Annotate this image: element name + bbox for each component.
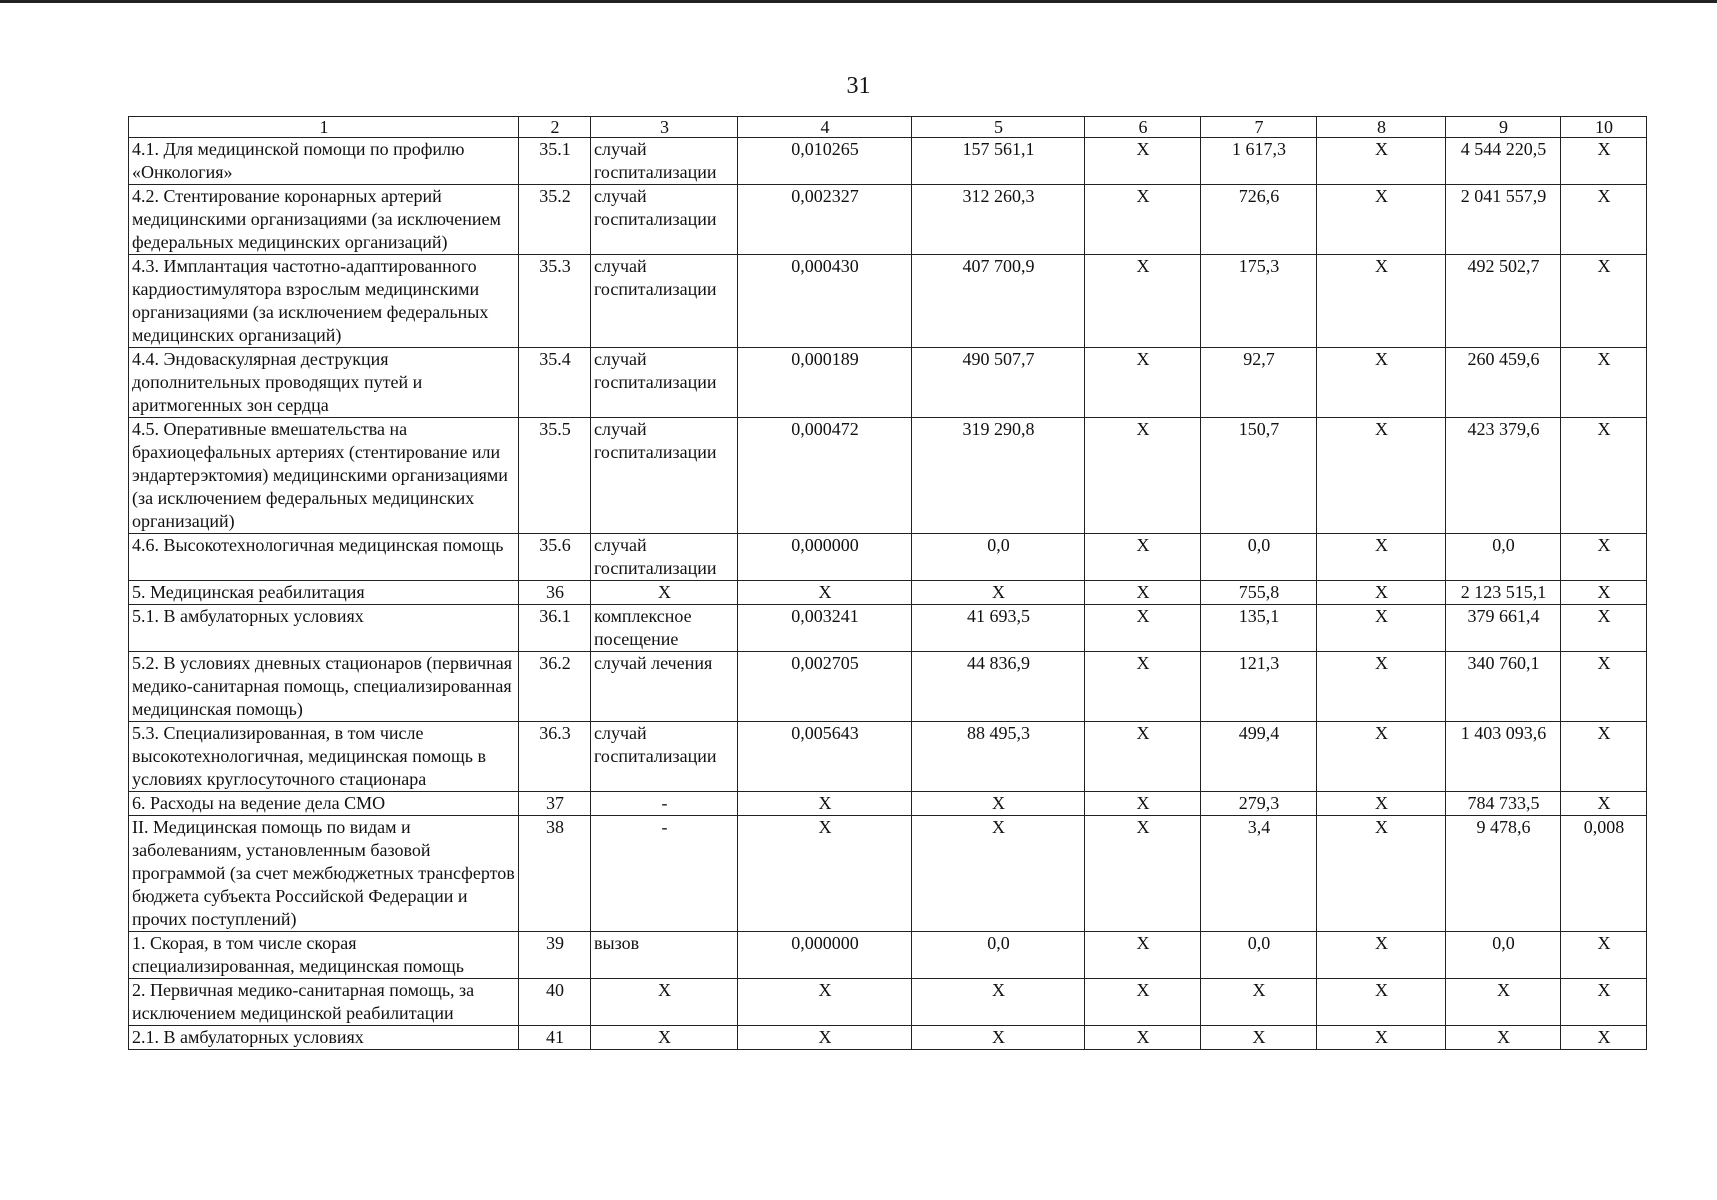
col6-cell: Х [1085,932,1201,979]
column-header: 3 [591,117,738,138]
col9-cell: 1 403 093,6 [1446,722,1561,792]
cost-cell: 312 260,3 [912,185,1085,255]
unit-cell: Х [591,1026,738,1050]
col7-cell: Х [1201,979,1317,1026]
rate-cell: 0,002327 [738,185,912,255]
column-header: 6 [1085,117,1201,138]
cost-cell: 88 495,3 [912,722,1085,792]
unit-cell: - [591,816,738,932]
row-code: 39 [519,932,591,979]
col7-cell: 3,4 [1201,816,1317,932]
table-row [129,418,1647,534]
col10-cell: Х [1561,138,1647,185]
cost-cell: 41 693,5 [912,605,1085,652]
table-row [129,792,1647,816]
col9-cell: 2 041 557,9 [1446,185,1561,255]
rate-cell: 0,005643 [738,722,912,792]
col8-cell: Х [1317,979,1446,1026]
col8-cell: Х [1317,185,1446,255]
col6-cell: Х [1085,138,1201,185]
col6-cell: Х [1085,185,1201,255]
cost-cell: 319 290,8 [912,418,1085,534]
rate-cell: Х [738,979,912,1026]
row-code: 35.3 [519,255,591,348]
col9-cell: Х [1446,979,1561,1026]
col9-cell: 340 760,1 [1446,652,1561,722]
rate-cell: 0,003241 [738,605,912,652]
col7-cell: 150,7 [1201,418,1317,534]
col6-cell: Х [1085,979,1201,1026]
table-header-row [129,117,1647,138]
row-label: 4.4. Эндоваскулярная деструкция дополнительных проводящих путей и аритмогенных зон сердца [129,348,519,418]
cost-cell: 157 561,1 [912,138,1085,185]
col7-cell: Х [1201,1026,1317,1050]
col10-cell: Х [1561,792,1647,816]
rate-cell: 0,000189 [738,348,912,418]
col9-cell: 9 478,6 [1446,816,1561,932]
table-row [129,534,1647,581]
row-code: 35.4 [519,348,591,418]
row-label: 2. Первичная медико-санитарная помощь, за исключением медицинской реабилитации [129,979,519,1026]
table-row [129,138,1647,185]
col10-cell: 0,008 [1561,816,1647,932]
column-header: 7 [1201,117,1317,138]
col8-cell: Х [1317,722,1446,792]
row-label: 4.6. Высокотехнологичная медицинская помощь [129,534,519,581]
col7-cell: 121,3 [1201,652,1317,722]
col7-cell: 135,1 [1201,605,1317,652]
row-label: 5.1. В амбулаторных условиях [129,605,519,652]
col7-cell: 92,7 [1201,348,1317,418]
col6-cell: Х [1085,255,1201,348]
col8-cell: Х [1317,418,1446,534]
cost-cell: 490 507,7 [912,348,1085,418]
col7-cell: 1 617,3 [1201,138,1317,185]
cost-cell: Х [912,1026,1085,1050]
unit-cell: случай госпитализации [591,534,738,581]
row-code: 35.1 [519,138,591,185]
unit-cell: случай лечения [591,652,738,722]
col8-cell: Х [1317,348,1446,418]
row-label: 4.5. Оперативные вмешательства на брахиоцефальных артериях (стентирование или эндартерэктомия) медицинскими организациями (за исключением федеральных медицинских организаций) [129,418,519,534]
rate-cell: 0,000000 [738,534,912,581]
table-row [129,722,1647,792]
table-row [129,185,1647,255]
col6-cell: Х [1085,722,1201,792]
col9-cell: 0,0 [1446,932,1561,979]
col8-cell: Х [1317,816,1446,932]
table-row [129,1026,1647,1050]
rate-cell: Х [738,581,912,605]
col10-cell: Х [1561,185,1647,255]
row-label: 5.3. Специализированная, в том числе высокотехнологичная, медицинская помощь в условиях круглосуточного стационара [129,722,519,792]
column-header: 4 [738,117,912,138]
cost-cell: Х [912,792,1085,816]
table-row [129,605,1647,652]
col8-cell: Х [1317,1026,1446,1050]
column-header: 2 [519,117,591,138]
col6-cell: Х [1085,581,1201,605]
table-row [129,255,1647,348]
column-header: 5 [912,117,1085,138]
col8-cell: Х [1317,652,1446,722]
col7-cell: 499,4 [1201,722,1317,792]
rate-cell: 0,000000 [738,932,912,979]
row-code: 37 [519,792,591,816]
col8-cell: Х [1317,534,1446,581]
cost-cell: 0,0 [912,932,1085,979]
col9-cell: Х [1446,1026,1561,1050]
unit-cell: - [591,792,738,816]
col6-cell: Х [1085,652,1201,722]
col7-cell: 175,3 [1201,255,1317,348]
col9-cell: 2 123 515,1 [1446,581,1561,605]
row-code: 35.2 [519,185,591,255]
col8-cell: Х [1317,581,1446,605]
rate-cell: 0,000472 [738,418,912,534]
col10-cell: Х [1561,605,1647,652]
rate-cell: Х [738,816,912,932]
col9-cell: 379 661,4 [1446,605,1561,652]
col9-cell: 492 502,7 [1446,255,1561,348]
col7-cell: 755,8 [1201,581,1317,605]
col9-cell: 260 459,6 [1446,348,1561,418]
col10-cell: Х [1561,979,1647,1026]
col6-cell: Х [1085,534,1201,581]
data-table [128,116,1647,1050]
row-label: II. Медицинская помощь по видам и заболеваниям, установленным базовой программой (за счет межбюджетных трансфертов бюджета субъекта Российской Федерации и прочих поступлений) [129,816,519,932]
row-code: 36.1 [519,605,591,652]
table-row [129,816,1647,932]
col10-cell: Х [1561,255,1647,348]
col8-cell: Х [1317,932,1446,979]
cost-cell: 44 836,9 [912,652,1085,722]
unit-cell: случай госпитализации [591,138,738,185]
column-header: 9 [1446,117,1561,138]
row-label: 2.1. В амбулаторных условиях [129,1026,519,1050]
table-row [129,932,1647,979]
unit-cell: Х [591,581,738,605]
col10-cell: Х [1561,652,1647,722]
cost-cell: Х [912,581,1085,605]
col8-cell: Х [1317,792,1446,816]
row-code: 40 [519,979,591,1026]
col6-cell: Х [1085,418,1201,534]
top-border-line [0,0,1717,3]
col10-cell: Х [1561,348,1647,418]
col9-cell: 423 379,6 [1446,418,1561,534]
unit-cell: случай госпитализации [591,722,738,792]
col7-cell: 279,3 [1201,792,1317,816]
row-code: 36.3 [519,722,591,792]
col8-cell: Х [1317,255,1446,348]
row-label: 5.2. В условиях дневных стационаров (первичная медико-санитарная помощь, специализированная медицинская помощь) [129,652,519,722]
col6-cell: Х [1085,605,1201,652]
unit-cell: случай госпитализации [591,255,738,348]
rate-cell: 0,000430 [738,255,912,348]
rate-cell: 0,010265 [738,138,912,185]
col6-cell: Х [1085,1026,1201,1050]
table-row [129,581,1647,605]
table-row [129,348,1647,418]
rate-cell: Х [738,1026,912,1050]
col10-cell: Х [1561,1026,1647,1050]
col8-cell: Х [1317,605,1446,652]
column-header: 1 [129,117,519,138]
row-label: 4.3. Имплантация частотно-адаптированного кардиостимулятора взрослым медицинскими организациями (за исключением федеральных медицинских организаций) [129,255,519,348]
col10-cell: Х [1561,418,1647,534]
cost-cell: 407 700,9 [912,255,1085,348]
col7-cell: 0,0 [1201,932,1317,979]
row-code: 38 [519,816,591,932]
col7-cell: 0,0 [1201,534,1317,581]
col6-cell: Х [1085,348,1201,418]
col10-cell: Х [1561,534,1647,581]
table-row [129,979,1647,1026]
row-label: 1. Скорая, в том числе скорая специализированная, медицинская помощь [129,932,519,979]
unit-cell: Х [591,979,738,1026]
cost-cell: Х [912,816,1085,932]
row-code: 35.6 [519,534,591,581]
col6-cell: Х [1085,816,1201,932]
col9-cell: 784 733,5 [1446,792,1561,816]
cost-cell: 0,0 [912,534,1085,581]
row-code: 36 [519,581,591,605]
table-row [129,652,1647,722]
unit-cell: комплексное посещение [591,605,738,652]
col9-cell: 0,0 [1446,534,1561,581]
row-code: 41 [519,1026,591,1050]
col7-cell: 726,6 [1201,185,1317,255]
col6-cell: Х [1085,792,1201,816]
row-label: 6. Расходы на ведение дела СМО [129,792,519,816]
column-header: 10 [1561,117,1647,138]
unit-cell: случай госпитализации [591,348,738,418]
unit-cell: случай госпитализации [591,185,738,255]
col10-cell: Х [1561,581,1647,605]
table-body [129,138,1647,1050]
row-label: 4.2. Стентирование коронарных артерий медицинскими организациями (за исключением федеральных медицинских организаций) [129,185,519,255]
col8-cell: Х [1317,138,1446,185]
row-label: 4.1. Для медицинской помощи по профилю «Онкология» [129,138,519,185]
unit-cell: случай госпитализации [591,418,738,534]
page-number: 31 [846,73,871,99]
cost-cell: Х [912,979,1085,1026]
unit-cell: вызов [591,932,738,979]
col9-cell: 4 544 220,5 [1446,138,1561,185]
row-code: 36.2 [519,652,591,722]
col10-cell: Х [1561,722,1647,792]
col10-cell: Х [1561,932,1647,979]
column-header: 8 [1317,117,1446,138]
row-code: 35.5 [519,418,591,534]
rate-cell: Х [738,792,912,816]
row-label: 5. Медицинская реабилитация [129,581,519,605]
rate-cell: 0,002705 [738,652,912,722]
